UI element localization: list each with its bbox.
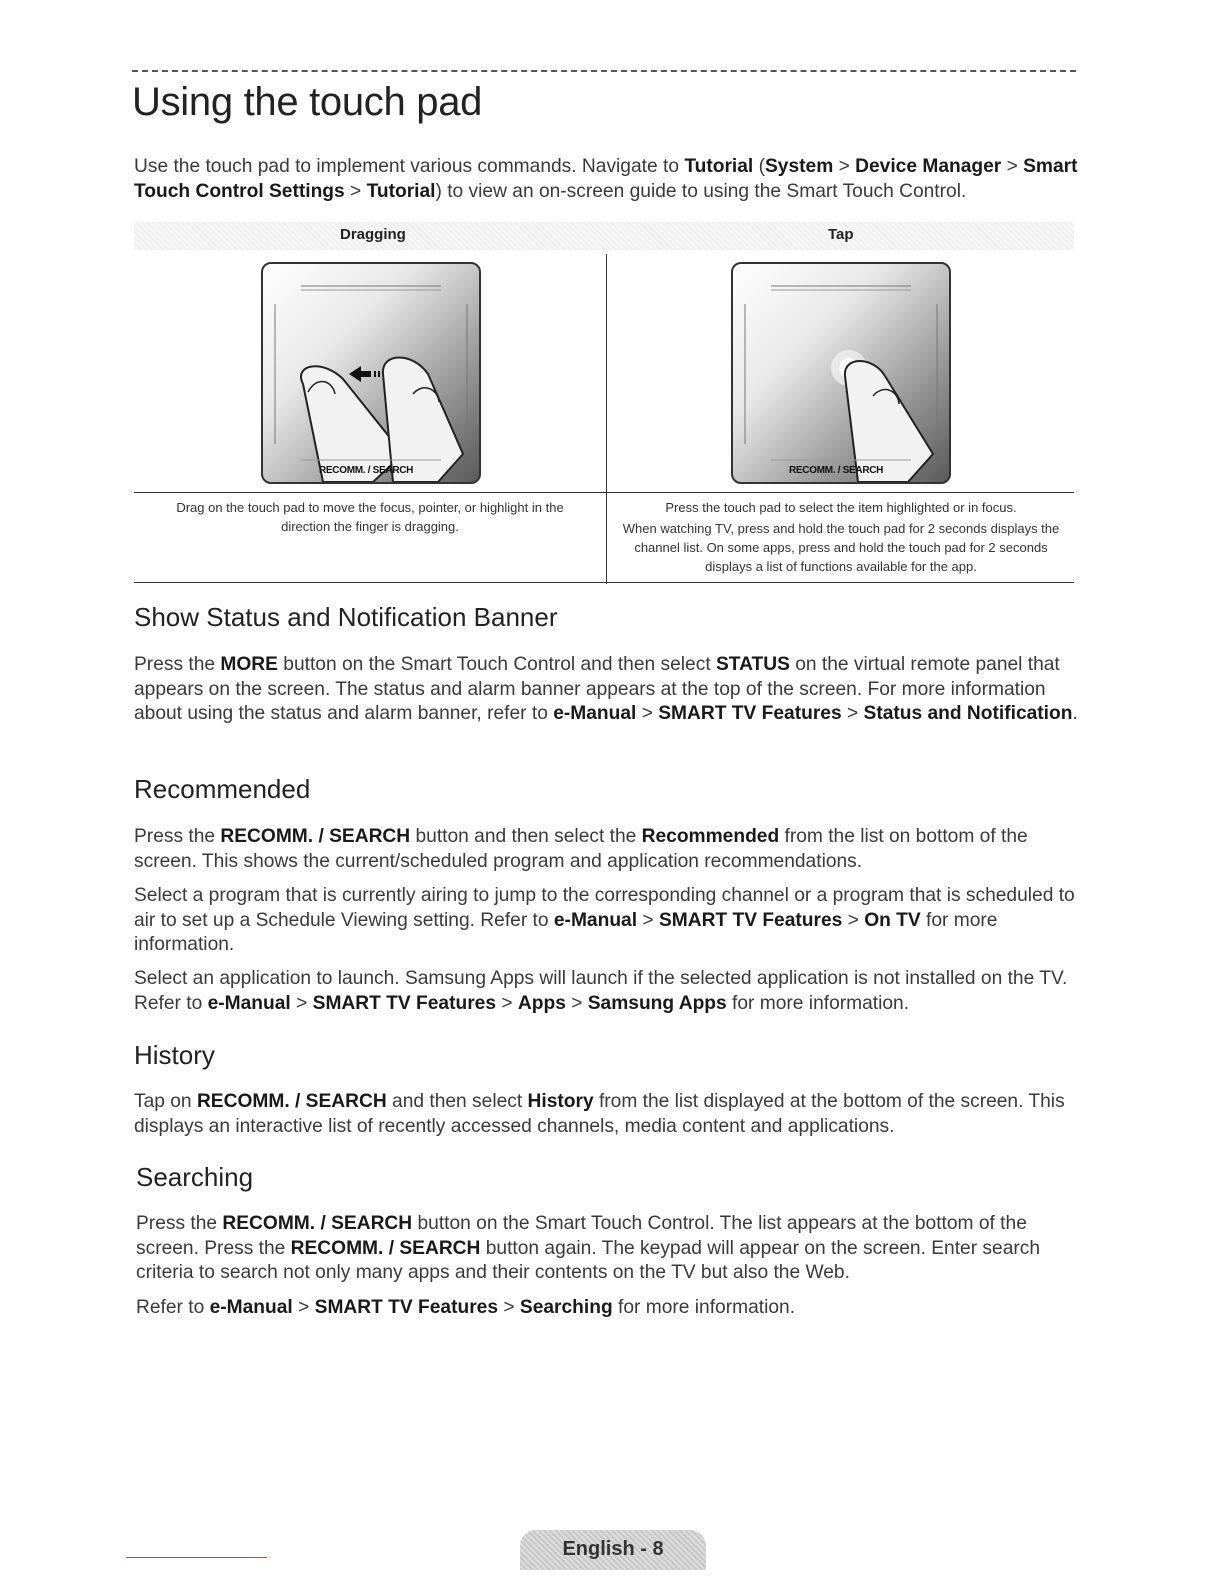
tap-caption-2: When watching TV, press and hold the touch pad for 2 seconds displays the channel list. On some apps, press and hold the touch pad for 2 seconds displays a list of functions available for the app.: [622, 521, 1060, 574]
tapping-finger-icon: [733, 264, 949, 482]
figure-bottom-rule: [134, 582, 1074, 583]
dragging-fingers-icon: [263, 264, 479, 482]
touchpad-figure: [134, 222, 1074, 584]
recommended-paragraph-3: Select an application to launch. Samsung Apps will launch if the selected application is not installed on the TV. Refer to e-Manual > SMART TV Features > Apps > Samsung Apps for more information.: [134, 968, 1068, 1014]
history-paragraph: Tap on RECOMM. / SEARCH and then select History from the list displayed at the bottom of the screen. This displays an interactive list of recently accessed channels, media content and applications.: [134, 1091, 1065, 1137]
searching-paragraph-2: Refer to e-Manual > SMART TV Features > Searching for more information.: [136, 1297, 796, 1318]
figure-rule: [134, 492, 1074, 493]
page-number-badge: [520, 1530, 706, 1570]
tap-header: Tap: [828, 226, 854, 243]
dragging-header: Dragging: [340, 226, 406, 243]
searching-paragraph-1: Press the RECOMM. / SEARCH button on the Smart Touch Control. The list appears at the bottom of the screen. Press the RECOMM. / SEARCH button again. The keypad will appear on the screen. Enter search criteria to search not only many apps and their contents on the TV but also the Web.: [136, 1213, 1041, 1284]
footer-rule: [126, 1557, 267, 1558]
recommended-heading: Recommended: [134, 774, 311, 804]
figure-header: [134, 222, 1074, 250]
searching-heading: Searching: [136, 1162, 254, 1192]
column-divider: [606, 254, 607, 584]
top-dashed-rule: [132, 70, 1076, 72]
page-number: English - 8: [562, 1538, 664, 1560]
dragging-caption: Drag on the touch pad to move the focus, pointer, or highlight in the direction the finger is dragging.: [176, 500, 564, 534]
intro-paragraph: Use the touch pad to implement various commands. Navigate to Tutorial (System > Device Manager > Smart Touch Control Settings > Tutorial) to view an on-screen guide to using the Smart Touch Control.: [134, 156, 1078, 202]
recommended-paragraph-1: Press the RECOMM. / SEARCH button and then select the Recommended from the list on bottom of the screen. This shows the current/scheduled program and application recommendations.: [134, 826, 1028, 872]
status-paragraph: Press the MORE button on the Smart Touch Control and then select STATUS on the virtual remote panel that appears on the screen. The status and alarm banner appears at the top of the screen. For more information about using the status and alarm banner, refer to e-Manual > SMART TV Features > Status and Notification.: [134, 654, 1078, 725]
recommended-paragraph-2: Select a program that is currently airing to jump to the corresponding channel or a program that is scheduled to air to set up a Schedule Viewing setting. Refer to e-Manual > SMART TV Features > On TV for more information.: [134, 885, 1075, 956]
recomm-search-label: RECOMM. / SEARCH: [789, 465, 884, 476]
recomm-search-label: RECOMM. / SEARCH: [319, 465, 414, 476]
tap-caption-1: Press the touch pad to select the item highlighted or in focus.: [665, 500, 1017, 515]
dragging-touchpad-illustration: [261, 262, 481, 484]
history-heading: History: [134, 1040, 215, 1070]
page-title: Using the touch pad: [132, 80, 483, 124]
status-heading: Show Status and Notification Banner: [134, 602, 558, 632]
tap-touchpad-illustration: [731, 262, 951, 484]
